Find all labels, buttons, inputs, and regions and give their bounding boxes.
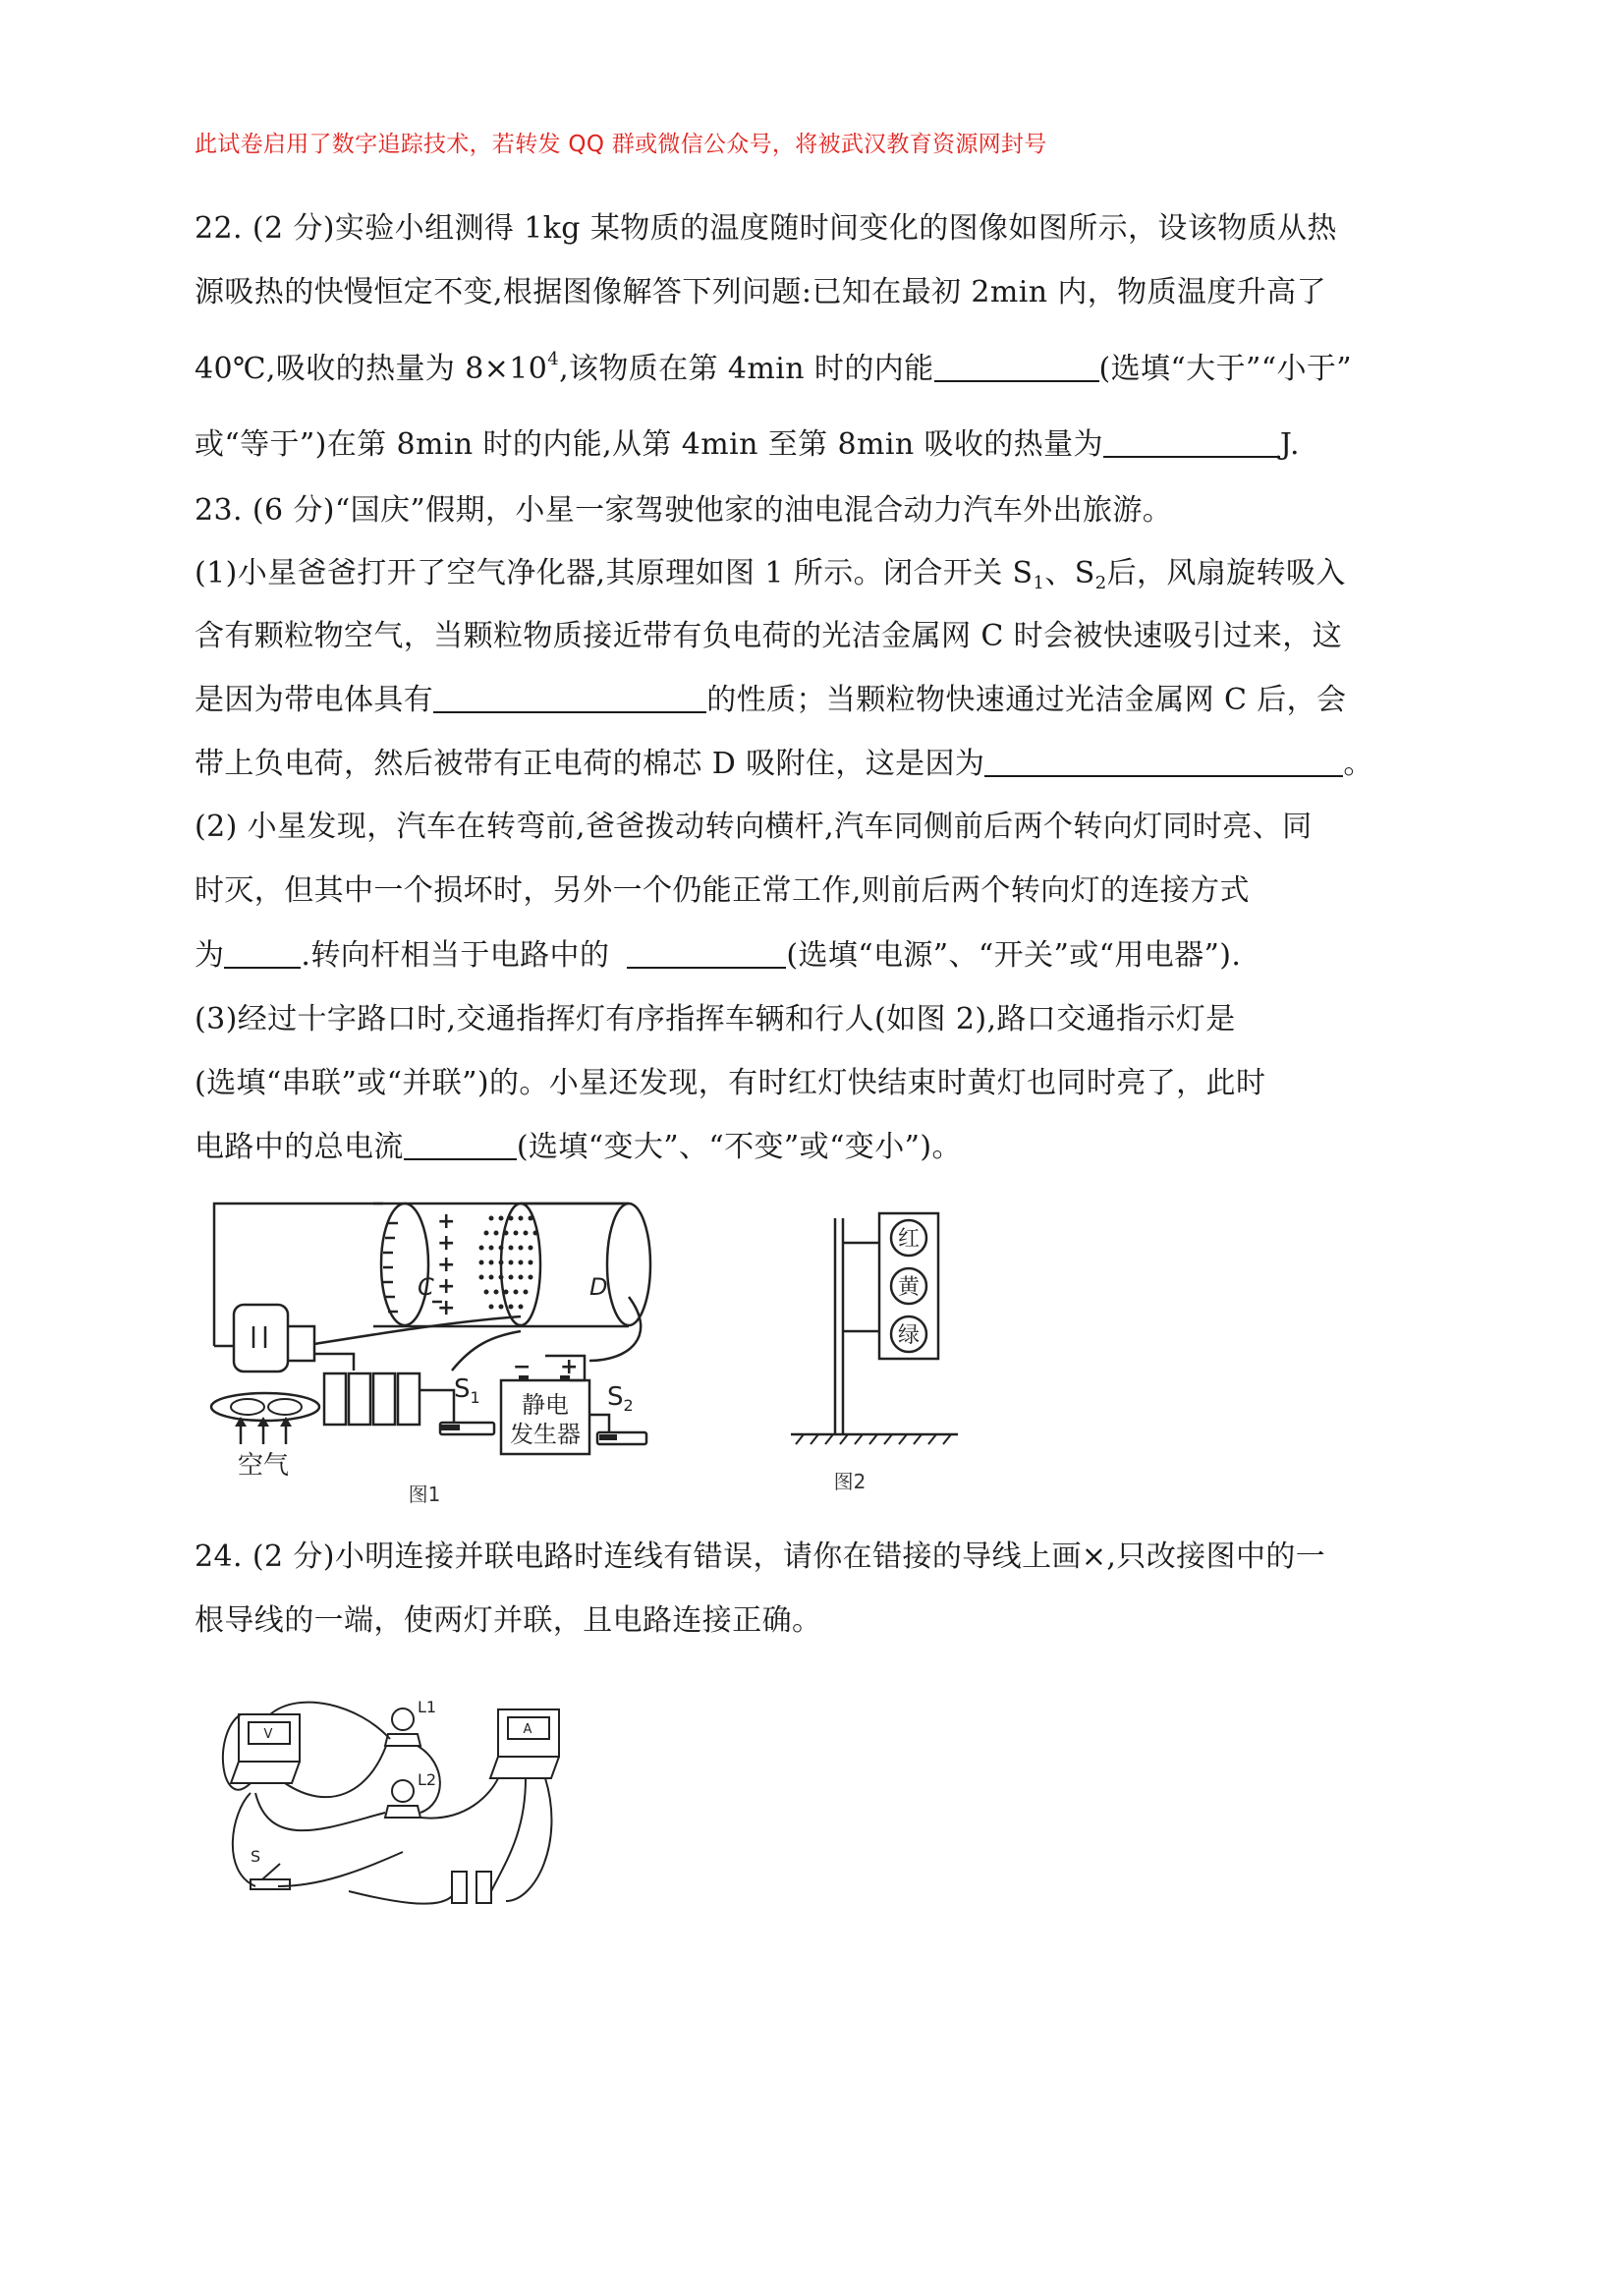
q23-line-4b: 的性质；当颗粒物快速通过光洁金属网 C 后，会 <box>706 683 1347 717</box>
q22-line-3a: 40℃,吸收的热量为 8×10 <box>195 352 548 386</box>
light-red-label: 红 <box>897 1227 921 1252</box>
q23-line-11 <box>195 1128 962 1167</box>
bulb-l2-label: L2 <box>418 1770 437 1789</box>
q22-answer-blank-2[interactable] <box>1103 426 1280 458</box>
q24-line-2: 根导线的一端，使两灯并联，且电路连接正确。 <box>195 1603 822 1638</box>
label-s2: $S_2$ <box>607 1382 634 1415</box>
plus-sign: + <box>437 1231 456 1256</box>
q23-line-5a: 带上负电荷，然后被带有正电荷的棉芯 D 吸附住，这是因为 <box>195 747 985 781</box>
air-label: 空气 <box>237 1451 290 1481</box>
light-green-label: 绿 <box>897 1323 921 1348</box>
q22-line-4b: J. <box>1279 427 1300 462</box>
q23-answer-blank-3[interactable] <box>224 937 301 969</box>
voltmeter-label: V <box>263 1727 273 1742</box>
figure-1-air-purifier <box>196 1189 668 1508</box>
q23-line-2a: (1)小星爸爸打开了空气净化器,其原理如图 1 所示。闭合开关 S <box>195 556 1034 590</box>
q23-line-2b: 、S <box>1044 556 1095 590</box>
figure-3-circuit <box>211 1695 585 1931</box>
q22-exponent: 4 <box>547 349 560 369</box>
light-yellow-label: 黄 <box>897 1275 921 1300</box>
q23-answer-blank-4[interactable] <box>627 937 786 969</box>
q22-line-1: 22. (2 分)实验小组测得 1kg 某物质的温度随时间变化的图像如图所示，设该物质从热 <box>195 211 1337 246</box>
bulb-l1-label: L1 <box>418 1698 437 1716</box>
q23-line-8b: .转向杆相当于电路中的 <box>301 938 610 973</box>
q23-line-11a: 电路中的总电流 <box>195 1130 404 1164</box>
q23-line-6: (2) 小星发现，汽车在转弯前,爸爸拨动转向横杆,汽车同侧前后两个转向灯同时亮、同 <box>195 810 1313 844</box>
figure-1-caption: 图1 <box>408 1483 441 1506</box>
label-s1: $S_1$ <box>454 1374 480 1407</box>
q23-line-4 <box>195 681 1346 720</box>
q23-line-8a: 为 <box>195 938 225 973</box>
q22-line-4a: 或“等于”)在第 8min 时的内能,从第 4min 至第 8min 吸收的热量为 <box>195 427 1103 462</box>
plus-sign: + <box>437 1274 456 1299</box>
figure-2-traffic-light <box>786 1204 963 1498</box>
q23-answer-blank-5[interactable] <box>404 1129 517 1160</box>
q23-line-3: 含有颗粒物空气，当颗粒物质接近带有负电荷的光洁金属网 C 时会被快速吸引过来，这 <box>195 619 1343 653</box>
generator-label-2: 发生器 <box>510 1421 581 1448</box>
q23-line-5 <box>195 745 1373 784</box>
q22-line-3b: ,该物质在第 4min 时的内能 <box>559 352 934 386</box>
q23-line-8 <box>195 936 1241 976</box>
q22-line-4 <box>195 425 1300 465</box>
q22-answer-blank-1[interactable] <box>934 351 1099 382</box>
plus-sign: + <box>437 1253 456 1277</box>
switch-s-label: S <box>251 1847 261 1866</box>
watermark-notice: 此试卷启用了数字追踪技术，若转发 QQ 群或微信公众号，将被武汉教育资源网封号 <box>195 132 1047 157</box>
q23-line-2 <box>195 554 1346 593</box>
q23-line-1: 23. (6 分)“国庆”假期，小星一家驾驶他家的油电混合动力汽车外出旅游。 <box>195 493 1173 528</box>
q23-sub-1: 1 <box>1033 573 1045 593</box>
plus-sign: + <box>437 1296 456 1320</box>
ammeter-label: A <box>523 1722 532 1737</box>
q24-line-1: 24. (2 分)小明连接并联电路时连线有错误，请你在错接的导线上画×,只改接图中的一 <box>195 1540 1326 1574</box>
generator-plus: + <box>560 1355 579 1379</box>
q23-line-2c: 后，风扇旋转吸入 <box>1106 556 1346 590</box>
plus-sign: + <box>437 1209 456 1234</box>
generator-minus: − <box>513 1355 532 1379</box>
label-c: C <box>418 1273 434 1301</box>
q23-line-10: (选填“串联”或“并联”)的。小星还发现，有时红灯快结束时黄灯也同时亮了，此时 <box>195 1066 1266 1100</box>
generator-label-1: 静电 <box>522 1391 569 1419</box>
q23-answer-blank-1[interactable] <box>433 682 706 713</box>
q23-answer-blank-2[interactable] <box>984 746 1343 777</box>
label-d: D <box>589 1273 608 1301</box>
q23-line-9: (3)经过十字路口时,交通指挥灯有序指挥车辆和行人(如图 2),路口交通指示灯是 <box>195 1002 1236 1036</box>
cotton-core-dots <box>479 1216 538 1310</box>
q23-line-8c: (选填“电源”、“开关”或“用电器”). <box>786 938 1242 973</box>
q23-line-7: 时灭，但其中一个损坏时，另外一个仍能正常工作,则前后两个转向灯的连接方式 <box>195 873 1250 908</box>
figure-2-caption: 图2 <box>833 1470 867 1493</box>
q23-line-4a: 是因为带电体具有 <box>195 683 434 717</box>
q23-line-5b: 。 <box>1343 747 1373 781</box>
q23-sub-2: 2 <box>1094 573 1107 593</box>
q23-line-11b: (选填“变大”、“不变”或“变小”)。 <box>516 1130 962 1164</box>
q22-line-2: 源吸热的快慢恒定不变,根据图像解答下列问题:已知在最初 2min 内，物质温度升高了 <box>195 275 1326 309</box>
q22-line-3c: (选填“大于”“小于” <box>1098 352 1352 386</box>
q22-line-3 <box>195 350 1352 389</box>
